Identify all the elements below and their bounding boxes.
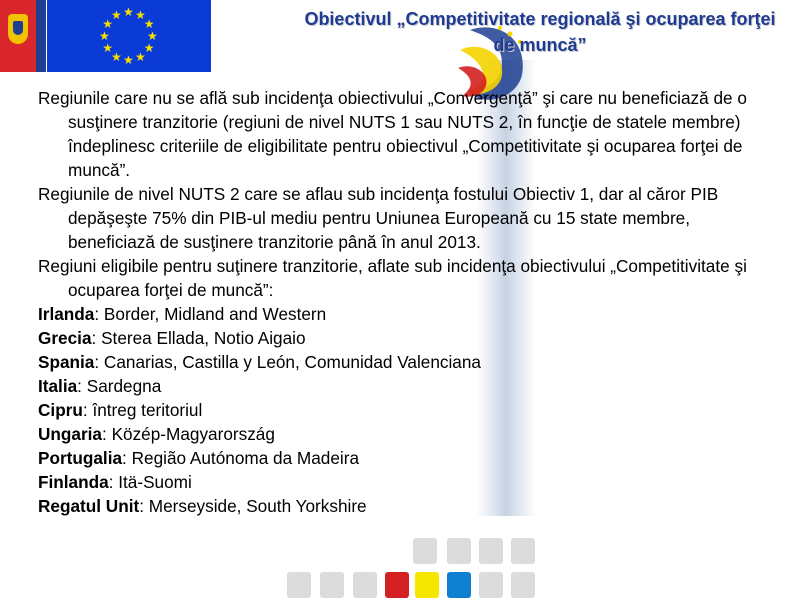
region-country: Portugalia <box>38 448 123 468</box>
region-separator: : <box>82 400 93 420</box>
region-item <box>38 422 778 446</box>
region-country: Spania <box>38 352 95 372</box>
eu-flag-icon <box>47 0 211 72</box>
eu-star-icon: ★ <box>143 17 155 31</box>
region-item <box>38 302 778 326</box>
eu-star-icon: ★ <box>147 29 158 43</box>
decorative-square <box>353 572 377 598</box>
decorative-square <box>479 538 503 564</box>
region-country: Cipru <box>38 400 83 420</box>
decorative-square <box>385 572 409 598</box>
decorative-square <box>511 572 535 598</box>
region-separator: : <box>91 328 102 348</box>
decorative-square <box>320 572 344 598</box>
region-country: Irlanda <box>38 304 95 324</box>
region-areas: Közép-Magyarország <box>111 424 275 444</box>
region-areas: întreg teritoriul <box>92 400 203 420</box>
region-item <box>38 398 778 422</box>
region-list <box>38 302 778 518</box>
slide-content <box>38 86 778 518</box>
eu-star-icon: ★ <box>135 8 146 23</box>
paragraph-convergence: Regiunile care nu se află sub incidenţa obiectivului „Convergenţă” şi care nu beneficiază de o susţinere tranzitorie (regiuni de nivel NUTS 1 sau NUTS 2, în funcţie de statele membre) îndeplinesc criteriile de eligibilitate pentru obiectivul „Competitivitate şi ocuparea forţei de muncă”. <box>38 88 747 180</box>
eu-star-icon: ★ <box>111 8 122 23</box>
region-separator: : <box>94 352 104 372</box>
region-areas: Sardegna <box>86 376 162 396</box>
region-areas: Border, Midland and Western <box>103 304 327 324</box>
region-areas: Região Autónoma da Madeira <box>131 448 360 468</box>
region-separator: : <box>77 376 87 396</box>
region-country: Ungaria <box>38 424 102 444</box>
region-areas: Itä-Suomi <box>118 472 192 492</box>
decorative-square <box>479 572 503 598</box>
region-separator: : <box>94 304 104 324</box>
region-separator: : <box>139 496 149 516</box>
eu-star-icon: ★ <box>102 17 113 31</box>
region-areas: Sterea Ellada, Notio Aigaio <box>101 328 306 348</box>
decorative-square <box>415 572 439 598</box>
eu-star-icon: ★ <box>99 29 110 43</box>
region-country: Regatul Unit <box>38 496 140 516</box>
decorative-square <box>511 538 535 564</box>
region-areas: Merseyside, South Yorkshire <box>148 496 367 516</box>
decorative-square <box>447 538 471 564</box>
eu-star-icon: ★ <box>102 41 113 55</box>
decorative-square <box>413 538 437 564</box>
region-item <box>38 326 778 350</box>
page-title: Obiectivul „Competitivitate regională şi ocuparea forţei de muncă” <box>304 9 776 55</box>
region-item <box>38 374 778 398</box>
region-separator: : <box>122 448 132 468</box>
romania-flag-icon <box>0 0 46 72</box>
region-country: Grecia <box>38 328 92 348</box>
eu-star-icon: ★ <box>135 49 146 64</box>
region-item <box>38 470 778 494</box>
eu-star-icon: ★ <box>111 49 122 64</box>
decorative-square <box>447 572 471 598</box>
region-areas: Canarias, Castilla y León, Comunidad Valenciana <box>103 352 481 372</box>
coat-of-arms-icon <box>8 14 28 44</box>
eu-star-icon: ★ <box>123 53 134 67</box>
region-item <box>38 494 778 518</box>
paragraph-eligible-intro: Regiuni eligibile pentru suţinere tranzitorie, aflate sub incidenţa obiectivului „Competitivitate şi ocuparea forţei de muncă”: <box>38 256 747 300</box>
region-item <box>38 446 778 470</box>
region-separator: : <box>102 424 112 444</box>
region-item <box>38 350 778 374</box>
region-country: Finlanda <box>38 472 109 492</box>
eu-star-icon: ★ <box>143 41 155 55</box>
region-separator: : <box>108 472 119 492</box>
paragraph-nuts2: Regiunile de nivel NUTS 2 care se aflau sub incidenţa fostului Obiectiv 1, dar al căror PIB depăşeşte 75% din PIB-ul mediu pentru Uniunea Europeană cu 15 state membre, beneficiază de susţinere tranzitorie până în anul 2013. <box>38 184 719 252</box>
decorative-square <box>287 572 311 598</box>
region-country: Italia <box>38 376 78 396</box>
eu-star-icon: ★ <box>123 5 134 19</box>
